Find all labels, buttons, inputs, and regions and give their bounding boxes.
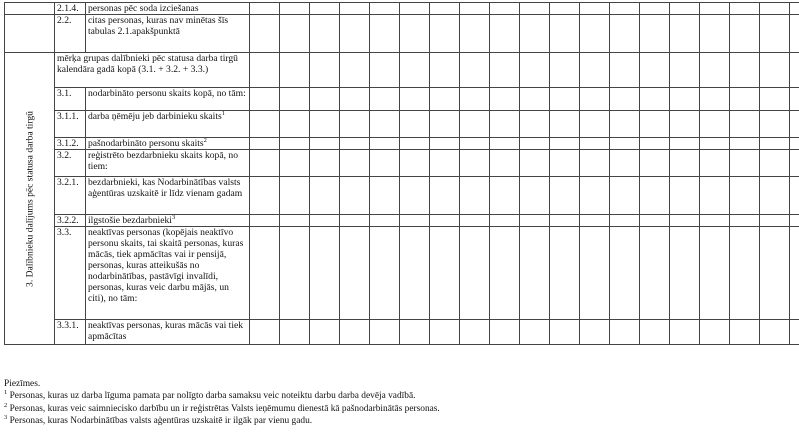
data-cell: [340, 88, 370, 111]
data-cell: [250, 88, 280, 111]
data-cell: [580, 111, 610, 138]
data-cell: [490, 3, 520, 15]
data-cell: [280, 150, 310, 177]
data-cell: [790, 320, 799, 345]
data-cell: [430, 88, 460, 111]
data-cell: [490, 177, 520, 215]
table-row: [5, 177, 799, 215]
data-cell: [370, 88, 400, 111]
data-cell: [550, 227, 580, 320]
data-cell: [310, 138, 340, 150]
data-cell: [790, 177, 799, 215]
notes-heading: Piezīmes.: [4, 379, 41, 389]
data-cell: [430, 15, 460, 53]
notes-section: [4, 378, 440, 428]
data-cell: [490, 227, 520, 320]
data-cell: [610, 111, 640, 138]
data-cell: [400, 320, 430, 345]
data-cell: [340, 15, 370, 53]
data-cell: [280, 177, 310, 215]
data-cell: [460, 53, 490, 88]
data-cell: [730, 150, 760, 177]
data-cell: [640, 15, 670, 53]
data-cell: [700, 111, 730, 138]
data-cell: [370, 111, 400, 138]
data-cell: [460, 320, 490, 345]
data-cell: [280, 227, 310, 320]
data-cell: [700, 320, 730, 345]
data-cell: [520, 150, 550, 177]
data-cell: [280, 215, 310, 227]
data-cell: [310, 320, 340, 345]
data-cell: [340, 177, 370, 215]
data-cell: [730, 53, 760, 88]
row-label-text: mērķa grupas dalībnieki pēc statusa darba tirgū kalendāra gadā kopā (3.1. + 3.2. + 3.3.): [57, 53, 238, 75]
data-cell: [370, 150, 400, 177]
note-1-text: Personas, kuras uz darba līguma pamata par nolīgto darba samaksu veic noteiktu darbu darba devēja vadībā.: [7, 391, 416, 402]
row-code: 3.1.: [55, 88, 86, 111]
data-cell: [250, 177, 280, 215]
data-cell: [250, 227, 280, 320]
data-cell: [610, 15, 640, 53]
data-cell: [280, 88, 310, 111]
row-label: [55, 53, 250, 88]
data-cell: [400, 53, 430, 88]
data-cell: [670, 320, 700, 345]
data-cell: [700, 88, 730, 111]
data-cell: [520, 177, 550, 215]
row-label-text: nodarbināto personu skaits kopā, no tām:: [88, 88, 246, 99]
data-cell: [250, 15, 280, 53]
data-cell: [580, 227, 610, 320]
data-cell: [400, 227, 430, 320]
data-cell: [670, 3, 700, 15]
table-row: [5, 15, 799, 53]
data-cell: [760, 215, 790, 227]
data-cell: [310, 15, 340, 53]
data-cell: [400, 111, 430, 138]
note-2-number: 2: [4, 401, 8, 409]
data-cell: [340, 3, 370, 15]
row-code: 2.1.4.: [55, 3, 86, 15]
table-row: [5, 53, 799, 88]
data-cell: [370, 15, 400, 53]
data-cell: [370, 320, 400, 345]
data-cell: [580, 53, 610, 88]
data-cell: [490, 320, 520, 345]
data-cell: [700, 3, 730, 15]
data-cell: [760, 111, 790, 138]
data-cell: [640, 177, 670, 215]
data-cell: [640, 320, 670, 345]
data-cell: [580, 150, 610, 177]
data-cell: [700, 215, 730, 227]
data-cell: [520, 111, 550, 138]
data-cell: [790, 215, 799, 227]
section-label-cell: [5, 53, 55, 345]
data-cell: [250, 3, 280, 15]
data-cell: [610, 215, 640, 227]
row-label: [86, 3, 250, 15]
note-3: [4, 415, 440, 427]
data-cell: [280, 3, 310, 15]
row-label-text: bezdarbnieki, kas Nodarbinātības valsts aģentūras uzskaitē ir līdz vienam gadam: [88, 177, 243, 199]
data-cell: [700, 53, 730, 88]
row-label-text: darba ņēmēju jeb darbinieku skaits: [88, 111, 222, 122]
data-cell: [490, 138, 520, 150]
data-cell: [430, 320, 460, 345]
data-cell: [400, 215, 430, 227]
row-label: [86, 177, 250, 215]
data-cell: [250, 138, 280, 150]
row-code: 2.2.: [55, 15, 86, 53]
row-label: [86, 15, 250, 53]
data-cell: [550, 320, 580, 345]
data-cell: [520, 15, 550, 53]
data-cell: [670, 150, 700, 177]
footnote-marker: 1: [221, 110, 225, 117]
data-cell: [790, 53, 799, 88]
data-cell: [340, 138, 370, 150]
data-cell: [790, 15, 799, 53]
row-label: [86, 111, 250, 138]
data-cell: [760, 53, 790, 88]
data-cell: [550, 177, 580, 215]
row-label: [86, 150, 250, 177]
data-cell: [460, 177, 490, 215]
data-cell: [610, 150, 640, 177]
data-cell: [760, 227, 790, 320]
table-row: [5, 138, 799, 150]
data-cell: [400, 138, 430, 150]
data-cell: [490, 150, 520, 177]
data-cell: [640, 215, 670, 227]
data-cell: [310, 111, 340, 138]
data-cell: [790, 3, 799, 15]
data-cell: [760, 320, 790, 345]
data-cell: [610, 227, 640, 320]
data-cell: [310, 227, 340, 320]
data-cell: [760, 150, 790, 177]
note-3-text: Personas, kuras Nodarbinātības valsts aģentūras uzskaitē ir ilgāk par vienu gadu.: [7, 416, 313, 427]
data-cell: [340, 53, 370, 88]
data-cell: [490, 53, 520, 88]
data-cell: [670, 227, 700, 320]
empty-lead-cell: [5, 3, 55, 15]
data-cell: [400, 150, 430, 177]
data-cell: [340, 150, 370, 177]
data-cell: [730, 3, 760, 15]
data-cell: [280, 53, 310, 88]
footnote-marker: 2: [203, 137, 207, 144]
data-cell: [550, 15, 580, 53]
data-cell: [730, 177, 760, 215]
data-cell: [640, 88, 670, 111]
data-cell: [670, 88, 700, 111]
data-cell: [250, 53, 280, 88]
data-cell: [550, 215, 580, 227]
row-code: 3.1.2.: [55, 138, 86, 150]
data-cell: [550, 138, 580, 150]
row-code: 3.2.1.: [55, 177, 86, 215]
data-cell: [400, 177, 430, 215]
data-cell: [340, 215, 370, 227]
data-cell: [460, 88, 490, 111]
data-cell: [250, 320, 280, 345]
data-cell: [370, 227, 400, 320]
data-cell: [580, 88, 610, 111]
row-label: [86, 138, 250, 150]
data-cell: [430, 53, 460, 88]
data-cell: [610, 177, 640, 215]
table-row: [5, 3, 799, 15]
data-cell: [250, 150, 280, 177]
note-2-text: Personas, kuras veic saimniecisko darbību un ir reģistrētas Valsts ieņēmumu dienestā kā pašnodarbinātās personas.: [7, 403, 440, 414]
data-cell: [610, 88, 640, 111]
note-2: [4, 403, 440, 415]
data-cell: [730, 88, 760, 111]
data-cell: [760, 138, 790, 150]
row-label-text: ilgstošie bezdarbnieki: [88, 215, 172, 226]
statistics-table: [4, 2, 799, 345]
data-cell: [640, 3, 670, 15]
data-cell: [640, 111, 670, 138]
note-3-number: 3: [4, 414, 8, 422]
data-cell: [730, 111, 760, 138]
data-cell: [790, 111, 799, 138]
data-cell: [460, 227, 490, 320]
data-cell: [340, 320, 370, 345]
data-cell: [670, 138, 700, 150]
data-cell: [700, 15, 730, 53]
data-cell: [700, 227, 730, 320]
data-cell: [490, 111, 520, 138]
data-cell: [520, 88, 550, 111]
row-label: [86, 320, 250, 345]
data-cell: [760, 177, 790, 215]
data-cell: [580, 3, 610, 15]
data-cell: [550, 53, 580, 88]
data-cell: [280, 320, 310, 345]
table-row: [5, 320, 799, 345]
data-cell: [640, 150, 670, 177]
data-cell: [670, 53, 700, 88]
data-cell: [370, 53, 400, 88]
data-cell: [400, 3, 430, 15]
section-label: 3. Dalībnieku dalījums pēc statusa darba tirgū: [24, 110, 35, 287]
data-cell: [610, 138, 640, 150]
data-cell: [430, 138, 460, 150]
data-cell: [430, 177, 460, 215]
data-cell: [490, 15, 520, 53]
data-cell: [550, 150, 580, 177]
row-label-text: neaktīvas personas (kopējais neaktīvo personu skaits, tai skaitā personas, kuras mācās, tiek apmācītas vai ir pensijā, personas, kuras atteikušās no nodarbinātības, pastāvīgi invalīdi, personas, kuras veic darbu mājās, un citi), no tām:: [88, 227, 244, 304]
table-row: [5, 215, 799, 227]
data-cell: [250, 215, 280, 227]
data-cell: [520, 227, 550, 320]
data-cell: [760, 3, 790, 15]
data-cell: [310, 53, 340, 88]
data-cell: [520, 215, 550, 227]
row-code: 3.2.: [55, 150, 86, 177]
data-cell: [250, 111, 280, 138]
row-code: 3.2.2.: [55, 215, 86, 227]
data-cell: [460, 215, 490, 227]
data-cell: [400, 15, 430, 53]
data-cell: [310, 177, 340, 215]
row-code: 3.3.1.: [55, 320, 86, 345]
data-cell: [370, 215, 400, 227]
data-cell: [670, 15, 700, 53]
data-cell: [430, 215, 460, 227]
row-label-text: citas personas, kuras nav minētas šīs tabulas 2.1.apakšpunktā: [88, 15, 229, 37]
data-cell: [460, 15, 490, 53]
data-cell: [730, 138, 760, 150]
data-cell: [760, 15, 790, 53]
data-cell: [700, 150, 730, 177]
row-code: 3.1.1.: [55, 111, 86, 138]
data-cell: [340, 227, 370, 320]
data-cell: [310, 3, 340, 15]
data-cell: [670, 177, 700, 215]
data-cell: [580, 177, 610, 215]
data-cell: [730, 227, 760, 320]
data-cell: [670, 215, 700, 227]
data-cell: [370, 3, 400, 15]
data-cell: [610, 320, 640, 345]
data-cell: [400, 88, 430, 111]
table-row: [5, 227, 799, 320]
data-cell: [550, 3, 580, 15]
data-cell: [370, 138, 400, 150]
data-cell: [460, 138, 490, 150]
data-cell: [520, 138, 550, 150]
table-row: [5, 111, 799, 138]
data-cell: [520, 53, 550, 88]
data-cell: [430, 3, 460, 15]
data-cell: [460, 111, 490, 138]
data-cell: [310, 88, 340, 111]
row-code: 3.3.: [55, 227, 86, 320]
data-cell: [340, 111, 370, 138]
data-cell: [790, 138, 799, 150]
data-cell: [760, 88, 790, 111]
footnote-marker: 3: [171, 214, 176, 221]
data-cell: [490, 88, 520, 111]
data-cell: [700, 177, 730, 215]
data-cell: [460, 3, 490, 15]
data-cell: [520, 3, 550, 15]
data-cell: [670, 111, 700, 138]
data-cell: [280, 111, 310, 138]
data-cell: [580, 15, 610, 53]
note-1-number: 1: [4, 389, 8, 397]
row-label-text: neaktīvas personas, kuras mācās vai tiek apmācītas: [88, 320, 244, 342]
data-cell: [610, 3, 640, 15]
data-cell: [310, 150, 340, 177]
empty-lead-cell: [5, 15, 55, 53]
row-label-text: reģistrēto bezdarbnieku skaits kopā, no tiem:: [88, 150, 238, 172]
data-cell: [280, 15, 310, 53]
row-label-text: pašnodarbināto personu skaits: [88, 138, 204, 149]
data-cell: [280, 138, 310, 150]
data-cell: [730, 15, 760, 53]
data-cell: [700, 138, 730, 150]
data-cell: [640, 53, 670, 88]
data-cell: [310, 215, 340, 227]
row-label: [86, 88, 250, 111]
data-cell: [430, 227, 460, 320]
data-cell: [640, 227, 670, 320]
row-label: [86, 215, 250, 227]
data-cell: [370, 177, 400, 215]
row-label: [86, 227, 250, 320]
data-cell: [580, 320, 610, 345]
table-row: [5, 150, 799, 177]
data-cell: [640, 138, 670, 150]
data-cell: [550, 88, 580, 111]
data-cell: [520, 320, 550, 345]
note-1: [4, 390, 440, 402]
row-label-text: personas pēc soda izciešanas: [88, 3, 199, 14]
data-cell: [610, 53, 640, 88]
data-cell: [460, 150, 490, 177]
data-cell: [430, 111, 460, 138]
data-cell: [730, 320, 760, 345]
data-cell: [550, 111, 580, 138]
table-row: [5, 88, 799, 111]
data-cell: [790, 88, 799, 111]
data-cell: [730, 215, 760, 227]
data-cell: [430, 150, 460, 177]
data-cell: [580, 215, 610, 227]
data-cell: [580, 138, 610, 150]
data-cell: [490, 215, 520, 227]
data-cell: [790, 150, 799, 177]
data-cell: [790, 227, 799, 320]
